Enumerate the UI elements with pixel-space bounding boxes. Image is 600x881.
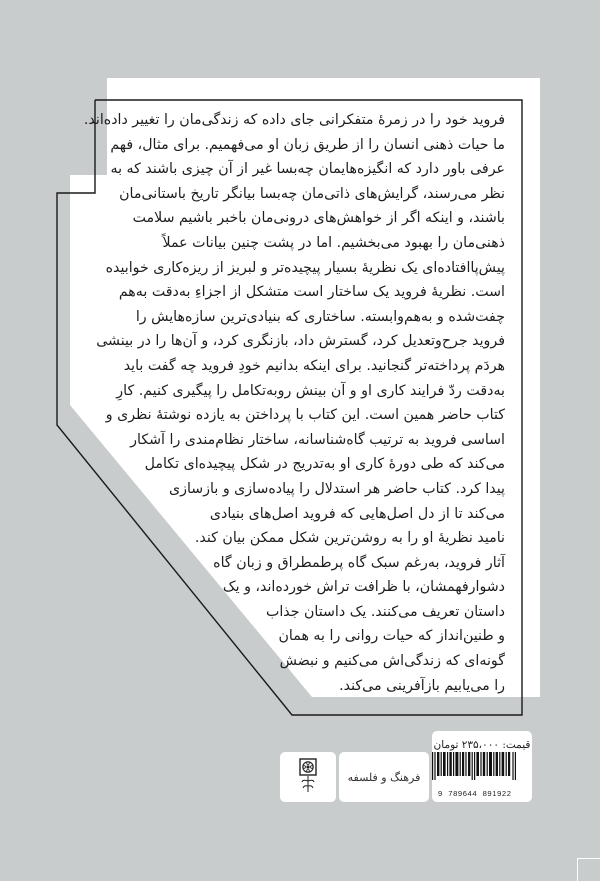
back-cover-blurb [83, 108, 505, 698]
blurb-line: است. نظریهٔ فروید یک ساختار است متشکل از اجزاءِ به‌دقت به‌هم [118, 284, 505, 301]
blurb-line: اساسی فروید به ترتیب گاه‌شناسانه، ساختار نظام‌مندی را آشکار [130, 431, 505, 448]
blurb-line: عرفی باور دارد که انگیزه‌هایمان چه‌بسا غیر از آن چیزی باشند که به [110, 161, 505, 178]
blurb-line: دشوارفهمشان، با ظرافت تراش خورده‌اند، و یک [222, 579, 505, 596]
blurb-line: می‌کند که طی دورهٔ کاری او به‌تدریج در شکل پیچیده‌ای تکامل [144, 456, 505, 473]
crop-mark [577, 858, 600, 881]
blurb-line: چفت‌شده و به‌هم‌وابسته. ساختاری که بنیادی‌ترین سازه‌هایش را [135, 308, 505, 325]
isbn-barcode [432, 752, 532, 802]
blurb-line: هردَم پرداخته‌تر گنجانید. برای اینکه بدانیم خودِ فروید چه گفت باید [123, 357, 505, 374]
blurb-line: آثار فروید، به‌رغم سبک گاه پرطمطراق و زبان گاه [213, 554, 505, 571]
isbn-number: 9 789644 891922 [438, 789, 512, 798]
blurb-line: فروید جرح‌وتعدیل کرد، گسترش داد، بازنگری کرد، و آن‌ها را در بینشی [96, 333, 505, 350]
blurb-line: نامید نظریهٔ او را به روشن‌ترین شکل ممکن بیان کند. [194, 530, 505, 547]
blurb-line: داستان تعریف می‌کنند. یک داستان جذاب [265, 603, 505, 620]
blurb-line: باشند، و اینکه اگر از خواهش‌های درونی‌مان باخبر باشیم سلامت [132, 210, 505, 227]
blurb-line: می‌کند تا از دل اصل‌هایی که فروید اصل‌های بنیادی [209, 505, 505, 522]
series-name: فرهنگ و فلسفه [347, 770, 421, 784]
blurb-line: و طنین‌انداز که حیات روانی را به همان [278, 628, 505, 645]
barcode-icon [432, 752, 516, 780]
blurb-line: نظر می‌رسند، گرایش‌های ذاتی‌مان چه‌بسا بیانگر تاریخ باستانی‌مان [119, 185, 505, 202]
blurb-line: کتاب حاضر همین است. این کتاب با پرداختن به یازده نوشتهٔ نظری و [105, 407, 505, 424]
blurb-line: ما حیات ذهنی انسان را از طریق زبان او می‌فهمیم. برای مثال، فهم [110, 136, 505, 153]
series-label-box [339, 752, 429, 802]
blurb-line: پیدا کرد. کتاب حاضر هر استدلال را پیاده‌سازی و بازسازی [169, 480, 505, 497]
blurb-line: پیش‌پاافتاده‌ای یک نظریهٔ بسیار پیچیده‌تر و لبریز از ریزه‌کاری خوابیده [105, 259, 505, 276]
publisher-logo-box [280, 752, 336, 802]
price-text: قیمت: ۲۳۵،۰۰۰ تومان [433, 739, 531, 751]
blurb-line: گونه‌ای که زندگی‌اش می‌کنیم و نبضش [279, 653, 505, 670]
blurb-line: را می‌یابیم بازآفرینی می‌کند. [339, 677, 505, 694]
blurb-line: ذهنی‌مان را بهبود می‌بخشیم. اما در پشت چنین بیانات عملاً [162, 234, 505, 251]
blurb-line: به‌دقت ردّ فرایند کاری او و آن بینش روبه‌تکامل را پیگیری کنیم. کارِ [116, 382, 505, 399]
publisher-flower-logo-icon [299, 758, 317, 794]
blurb-line: فروید خود را در زمرهٔ متفکرانی جای داده که زندگی‌مان را تغییر داده‌اند. [83, 112, 505, 128]
